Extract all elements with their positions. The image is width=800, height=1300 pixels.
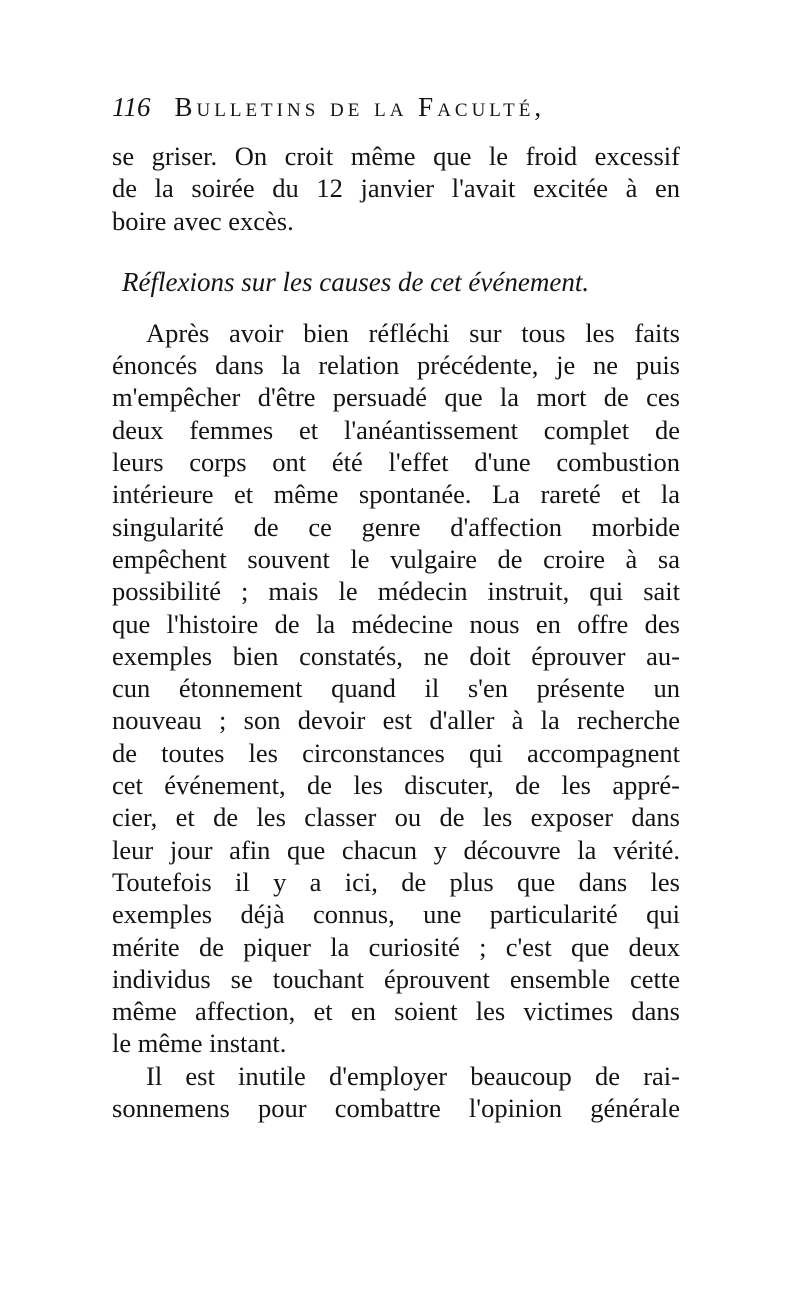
text-line: nouveau ; son devoir est d'aller à la recherche: [112, 705, 680, 736]
text-line: leurs corps ont été l'effet d'une combustion: [112, 447, 680, 478]
text-line: le même instant.: [112, 1028, 287, 1059]
page-number: 116: [112, 92, 151, 122]
text-line: Après avoir bien réfléchi sur tous les faits: [146, 317, 680, 348]
section-heading: Réflexions sur les causes de cet événement.: [122, 266, 590, 297]
text-line: exemples déjà connus, une particularité qui: [112, 899, 680, 930]
text-line: m'empêcher d'être persuadé que la mort de ces: [112, 382, 680, 413]
text-line: Toutefois il y a ici, de plus que dans les: [112, 866, 680, 897]
text-line: même affection, et en soient les victimes dans: [112, 996, 680, 1027]
continuation-paragraph: [112, 140, 680, 237]
spacer: [112, 305, 680, 317]
text-line: se griser. On croit même que le froid excessif: [112, 141, 680, 171]
text-line: cun étonnement quand il s'en présente un: [112, 673, 680, 704]
text-line: individus se touchant éprouvent ensemble cette: [112, 963, 680, 994]
text-line: empêchent souvent le vulgaire de croire à sa: [112, 543, 680, 574]
text-line: sonnemens pour combattre l'opinion générale: [112, 1093, 680, 1124]
paragraph-reflexions: [112, 317, 680, 1060]
text-line: possibilité ; mais le médecin instruit, qui sait: [112, 576, 680, 607]
text-line: intérieure et même spontanée. La rareté et la: [112, 479, 680, 510]
running-title: Bulletins de la Faculté,: [174, 92, 546, 122]
text-line: cet événement, de les discuter, de les appré-: [112, 770, 680, 801]
text-line: boire avec excès.: [112, 205, 294, 236]
text-line: Il est inutile d'employer beaucoup de rai-: [146, 1060, 680, 1091]
book-page: [112, 92, 680, 1124]
text-line: de toutes les circonstances qui accompagnent: [112, 737, 680, 768]
text-line: de la soirée du 12 janvier l'avait excitée à en: [112, 173, 680, 204]
text-line: que l'histoire de la médecine nous en offre des: [112, 608, 680, 639]
text-line: énoncés dans la relation précédente, je ne puis: [112, 350, 680, 381]
text-line: deux femmes et l'anéantissement complet de: [112, 414, 680, 445]
text-line: cier, et de les classer ou de les exposer dans: [112, 802, 680, 833]
text-line: mérite de piquer la curiosité ; c'est que deux: [112, 931, 680, 962]
text-line: leur jour afin que chacun y découvre la vérité.: [112, 834, 680, 865]
running-header: [112, 92, 680, 140]
text-line: singularité de ce genre d'affection morbide: [112, 511, 680, 542]
paragraph-argument: [112, 1060, 680, 1125]
text-line: exemples bien constatés, ne doit éprouver au-: [112, 640, 680, 671]
